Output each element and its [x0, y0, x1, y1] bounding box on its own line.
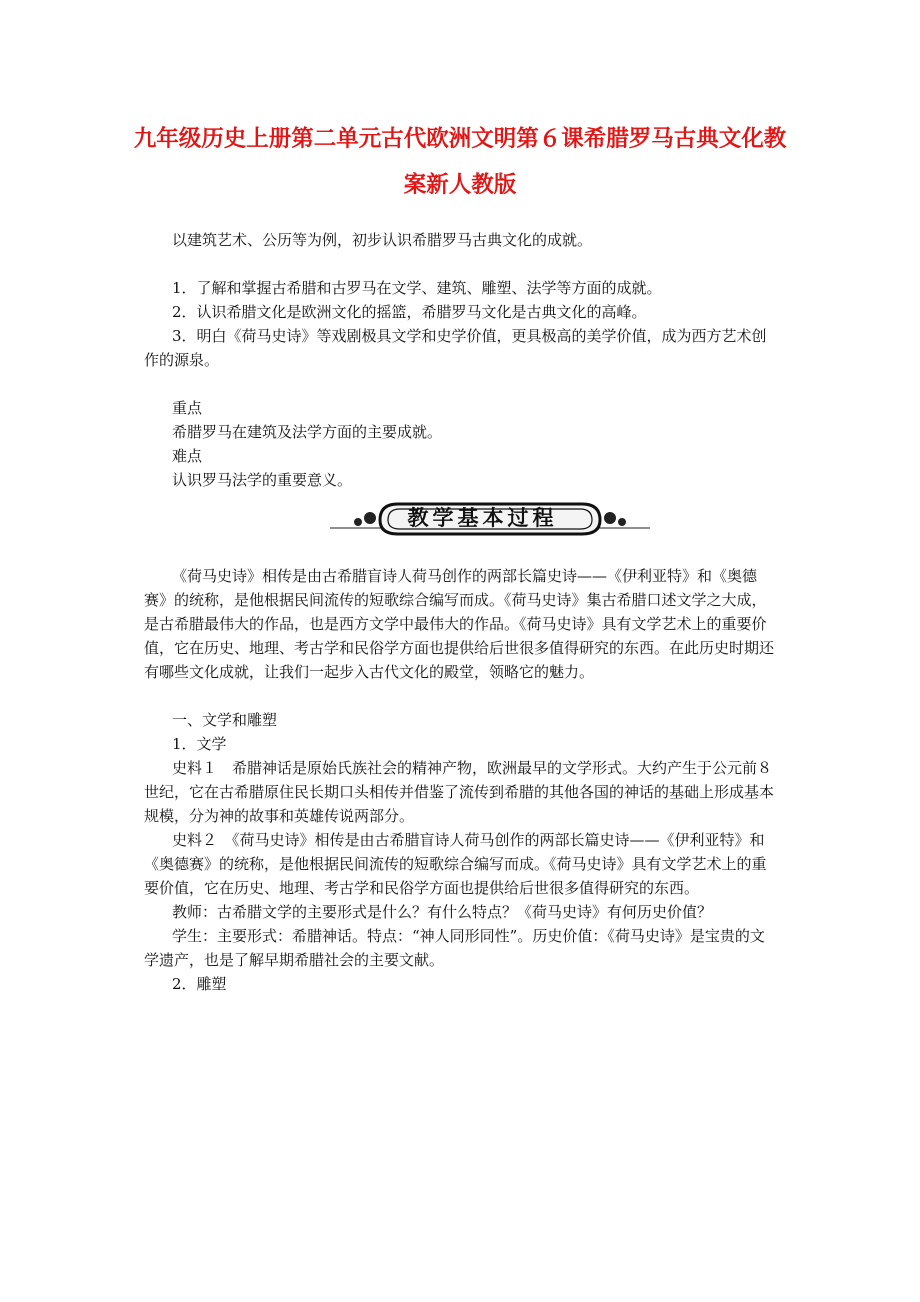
banner-title: 教学基本过程 [407, 506, 558, 530]
teacher-question: 教师：古希腊文学的主要形式是什么？有什么特点？《荷马史诗》有何历史价值？ [172, 903, 713, 921]
document-body [144, 228, 779, 996]
intro-paragraph: 以建筑艺术、公历等为例，初步认识希腊罗马古典文化的成就。 [172, 231, 593, 249]
key-point-text: 希腊罗马在建筑及法学方面的主要成就。 [172, 423, 443, 441]
section-banner [144, 500, 779, 540]
source-2: 史料２ 《荷马史诗》相传是由古希腊盲诗人荷马创作的两部长篇史诗——《伊利亚特》和《奥德赛》的统称，是他根据民间流传的短歌综合编写而成。《荷马史诗》具有文学艺术上的重要价值，它在历史、地理、考古学和民俗学方面也提供给后世很多值得研究的东西。 [144, 831, 767, 897]
title-line-2: 案新人教版 [403, 172, 517, 198]
goal-1: 1．了解和掌握古希腊和古罗马在文学、建筑、雕塑、法学等方面的成就。 [172, 279, 662, 297]
source-1: 史料１ 希腊神话是原始氏族社会的精神产物，欧洲最早的文学形式。大约产生于公元前８世纪，它在古希腊原住民长期口头相传并借鉴了流传到希腊的其他各国的神话的基础上形成基本规模，分为神的故事和英雄传说两部分。 [144, 759, 775, 825]
lead-paragraph: 《荷马史诗》相传是由古希腊盲诗人荷马创作的两部长篇史诗——《伊利亚特》和《奥德赛》的统称，是他根据民间流传的短歌综合编写而成。《荷马史诗》集古希腊口述文学之大成，是古希腊最伟大的作品，也是西方文学中最伟大的作品。《荷马史诗》具有文学艺术上的重要价值，它在历史、地理、考古学和民俗学方面也提供给后世很多值得研究的东西。在此历史时期还有哪些文化成就，让我们一起步入古代文化的殿堂，领略它的魅力。 [144, 567, 775, 681]
subheading-sculpture: 2．雕塑 [172, 975, 227, 993]
difficulty-label: 难点 [172, 447, 203, 465]
student-answer: 学生：主要形式：希腊神话。特点：“神人同形同性”。历史价值：《荷马史诗》是宝贵的文学遗产，也是了解早期希腊社会的主要文献。 [144, 927, 765, 969]
document-title [130, 116, 790, 208]
title-line-1: 九年级历史上册第二单元古代欧洲文明第６课希腊罗马古典文化教 [133, 126, 787, 152]
difficulty-text: 认识罗马法学的重要意义。 [172, 471, 353, 489]
key-point-label: 重点 [172, 399, 203, 417]
goal-2: 2．认识希腊文化是欧洲文化的摇篮，希腊罗马文化是古典文化的高峰。 [172, 303, 647, 321]
subheading-literature: 1．文学 [172, 735, 227, 753]
section-heading-literature-sculpture: 一、文学和雕塑 [172, 711, 278, 729]
goal-3: 3．明白《荷马史诗》等戏剧极具文学和史学价值，更具极高的美学价值，成为西方艺术创作的源泉。 [144, 327, 767, 369]
